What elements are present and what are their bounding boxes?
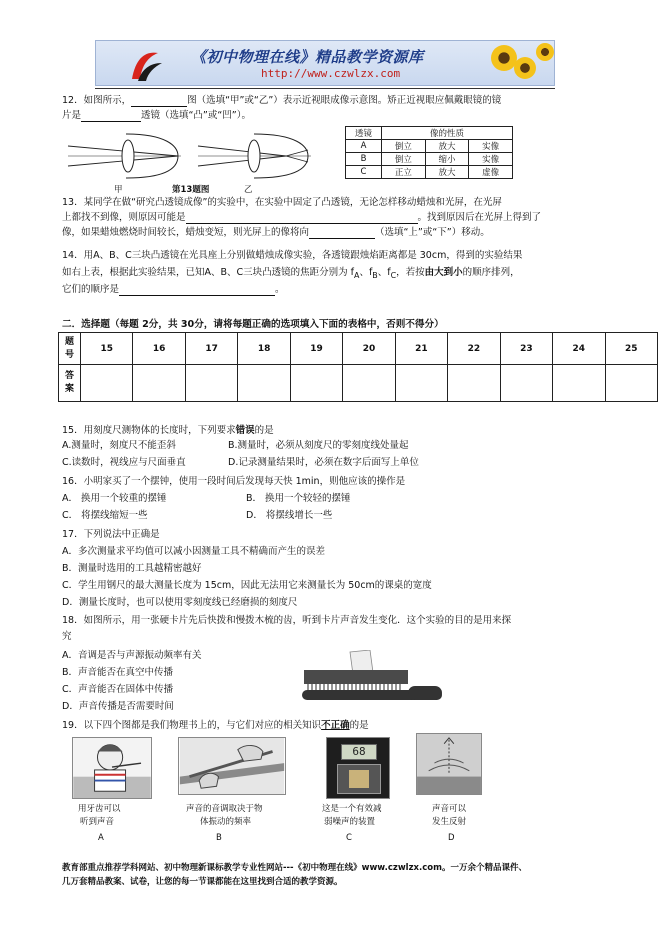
figure-c-label: C [346, 833, 352, 843]
lens-cell: A [346, 140, 382, 153]
answer-cell[interactable] [238, 365, 290, 402]
figure-a-label: A [98, 833, 104, 843]
question-number-18: 18 [238, 333, 290, 365]
lens-property-table [345, 126, 513, 179]
q15-option-d[interactable]: D.记录测量结果时，必须在数字后面写上单位 [228, 457, 419, 468]
q17-stem: 17．下列说法中正确是 [62, 529, 160, 540]
footer-line-2: 几万套精品教案、试卷，让您的每一节课都能在这里找到合适的教学资源。 [62, 877, 343, 887]
answer-cell[interactable] [553, 365, 605, 402]
figure-d-picture [416, 733, 482, 795]
answer-cell[interactable] [343, 365, 395, 402]
lens-cell: 虚像 [469, 166, 513, 179]
q16-option-d[interactable]: D． 将摆线增长一些 [246, 510, 333, 521]
q16-option-b[interactable]: B． 换用一个较轻的摆锤 [246, 493, 351, 504]
eye-diagram-jia [66, 128, 186, 184]
answer-table-label-answer: 答 案 [59, 365, 81, 402]
q18-option-d[interactable]: D．声音传播是否需要时间 [62, 701, 174, 712]
answer-cell[interactable] [185, 365, 237, 402]
noise-meter-window [349, 770, 369, 788]
caption-yi: 乙 [244, 185, 253, 195]
q15-option-a[interactable]: A.测量时，刻度尺不能歪斜 [62, 440, 176, 451]
question-number-23: 23 [500, 333, 552, 365]
q17-option-a[interactable]: A．多次测量求平均值可以减小因测量工具不精确而产生的误差 [62, 546, 325, 557]
figure-b-label: B [216, 833, 222, 843]
q15-option-b[interactable]: B.测量时，必须从刻度尺的零刻度线处量起 [228, 440, 409, 451]
answer-cell[interactable] [395, 365, 447, 402]
q16-stem: 16．小明家买了一个摆钟，使用一段时间后发现每天快 1min，则他应该的操作是 [62, 476, 406, 487]
lens-cell: 放大 [425, 166, 469, 179]
q12-line2: 片是 透镜（选填“凸”或“凹”）。 [62, 110, 251, 121]
question-number-19: 19 [290, 333, 342, 365]
figure-c-caption-2: 弱噪声的装置 [324, 817, 376, 827]
q19-stem: 19．以下四个图都是我们物理书上的，与它们对应的相关知识不正确的是 [62, 720, 369, 731]
q18-stem-line1: 18．如图所示，用一张硬卡片先后快拨和慢拨木梳的齿，听到卡片声音发生变化．这个实验的目的是用来探 [62, 615, 512, 626]
q14-blank[interactable] [119, 285, 275, 296]
noise-meter-display: 68 [341, 744, 377, 760]
q18-option-b[interactable]: B．声音能否在真空中传播 [62, 667, 174, 678]
figure-b-caption-2: 体振动的频率 [200, 817, 252, 827]
question-number-20: 20 [343, 333, 395, 365]
q17-option-c[interactable]: C．学生用钢尺的最大测量长度为 15cm，因此无法用它来测量长为 50cm的课桌的宽度 [62, 580, 432, 591]
q13-line3: 像，如果蜡烛燃烧时间较长，蜡烛变短，则光屏上的像将向 （选填“上”或“下”）移动。 [62, 227, 490, 238]
figure-a-picture [72, 737, 152, 799]
figure-c-caption-1: 这是一个有效减 [322, 804, 382, 814]
q13-blank-1[interactable] [186, 213, 418, 224]
caption-figure-13: 第13题图 [172, 185, 210, 195]
lens-cell: 实像 [469, 153, 513, 166]
lens-table-header-image: 像的性质 [382, 127, 513, 140]
q18-stem-line2: 究 [62, 631, 72, 642]
q17-option-d[interactable]: D．测量长度时，也可以使用零刻度线已经磨损的刻度尺 [62, 597, 298, 608]
header-banner [95, 40, 555, 86]
answer-table [58, 332, 658, 402]
answer-cell[interactable] [133, 365, 185, 402]
caption-jia: 甲 [114, 185, 123, 195]
answer-cell[interactable] [500, 365, 552, 402]
question-number-17: 17 [185, 333, 237, 365]
question-number-24: 24 [553, 333, 605, 365]
figure-b-picture [178, 737, 286, 795]
section-2-heading: 二．选择题（每题 2分，共 30分，请将每题正确的选项填入下面的表格中，否则不得分） [62, 319, 444, 330]
question-number-21: 21 [395, 333, 447, 365]
q12-line1: 12．如图所示， 图（选填“甲”或“乙”）表示近视眼成像示意图。矫正近视眼应佩戴眼镜的镜 [62, 95, 502, 106]
question-number-22: 22 [448, 333, 500, 365]
banner-url[interactable]: http://www.czwlzx.com [261, 67, 401, 80]
answer-table-label-question: 题 号 [59, 333, 81, 365]
lens-cell: 实像 [469, 140, 513, 153]
lens-cell: 倒立 [382, 140, 426, 153]
answer-cell[interactable] [290, 365, 342, 402]
q14-line3: 它们的顺序是 。 [62, 284, 285, 295]
answer-cell[interactable] [448, 365, 500, 402]
q18-option-a[interactable]: A．音调是否与声源振动频率有关 [62, 650, 202, 661]
figure-b-caption-1: 声音的音调取决于物 [186, 804, 263, 814]
eye-diagram-yi [196, 128, 316, 184]
sunflower-icon [514, 57, 536, 79]
q18-option-c[interactable]: C．声音能否在固体中传播 [62, 684, 174, 695]
answer-cell[interactable] [81, 365, 133, 402]
q12-blank-1[interactable] [131, 96, 187, 107]
question-number-25: 25 [605, 333, 657, 365]
figure-d-caption-1: 声音可以 [432, 804, 467, 814]
q12-blank-2[interactable] [81, 111, 141, 122]
figure-a-caption-1: 用牙齿可以 [78, 804, 121, 814]
footer-line-1: 教育部重点推荐学科网站、初中物理新课标教学专业性网站---《初中物理在线》www.czwlzx.com。一万余个精品课件、 [62, 863, 527, 873]
comb-with-card-picture [300, 650, 446, 708]
q15-option-c[interactable]: C.读数时，视线应与尺面垂直 [62, 457, 186, 468]
header-rule [95, 88, 555, 89]
lens-cell: B [346, 153, 382, 166]
figure-a-caption-2: 听到声音 [80, 817, 115, 827]
question-number-15: 15 [81, 333, 133, 365]
lens-cell: 缩小 [425, 153, 469, 166]
figure-d-caption-2: 发生反射 [432, 817, 467, 827]
lens-cell: 放大 [425, 140, 469, 153]
q16-option-c[interactable]: C． 将摆线缩短一些 [62, 510, 148, 521]
q13-line1: 13．某同学在做“研究凸透镜成像”的实验中，在实验中固定了凸透镜，无论怎样移动蜡烛和光屏，在光屏 [62, 197, 502, 208]
q17-option-b[interactable]: B．测量时选用的工具越精密越好 [62, 563, 202, 574]
banner-title: 《初中物理在线》精品教学资源库 [191, 48, 424, 66]
lens-cell: 倒立 [382, 153, 426, 166]
lens-cell: 正立 [382, 166, 426, 179]
answer-cell[interactable] [605, 365, 657, 402]
q14-line2: 如右上表，根据此实验结果，已知A、B、C三块凸透镜的焦距分别为 $f_A$、$f_B$、$f_C$，若按由大到小的顺序排列， [62, 267, 520, 280]
figure-d-label: D [448, 833, 455, 843]
question-number-16: 16 [133, 333, 185, 365]
q15-stem: 15．用刻度尺测物体的长度时，下列要求错误的是 [62, 425, 274, 436]
q13-blank-2[interactable] [309, 228, 375, 239]
lens-cell: C [346, 166, 382, 179]
q13-line2: 上都找不到像，则原因可能是 。找到原因后在光屏上得到了 [62, 212, 542, 223]
q14-line1: 14．用A、B、C三块凸透镜在光具座上分别做蜡烛成像实验，各透镜跟烛焰距离都是 30cm，得到的实验结果 [62, 250, 523, 261]
lens-table-header-lens: 透镜 [346, 127, 382, 140]
site-logo-icon [124, 47, 164, 83]
figure-c-picture [326, 737, 390, 799]
q16-option-a[interactable]: A． 换用一个较重的摆锤 [62, 493, 167, 504]
sunflower-icon [536, 43, 554, 61]
